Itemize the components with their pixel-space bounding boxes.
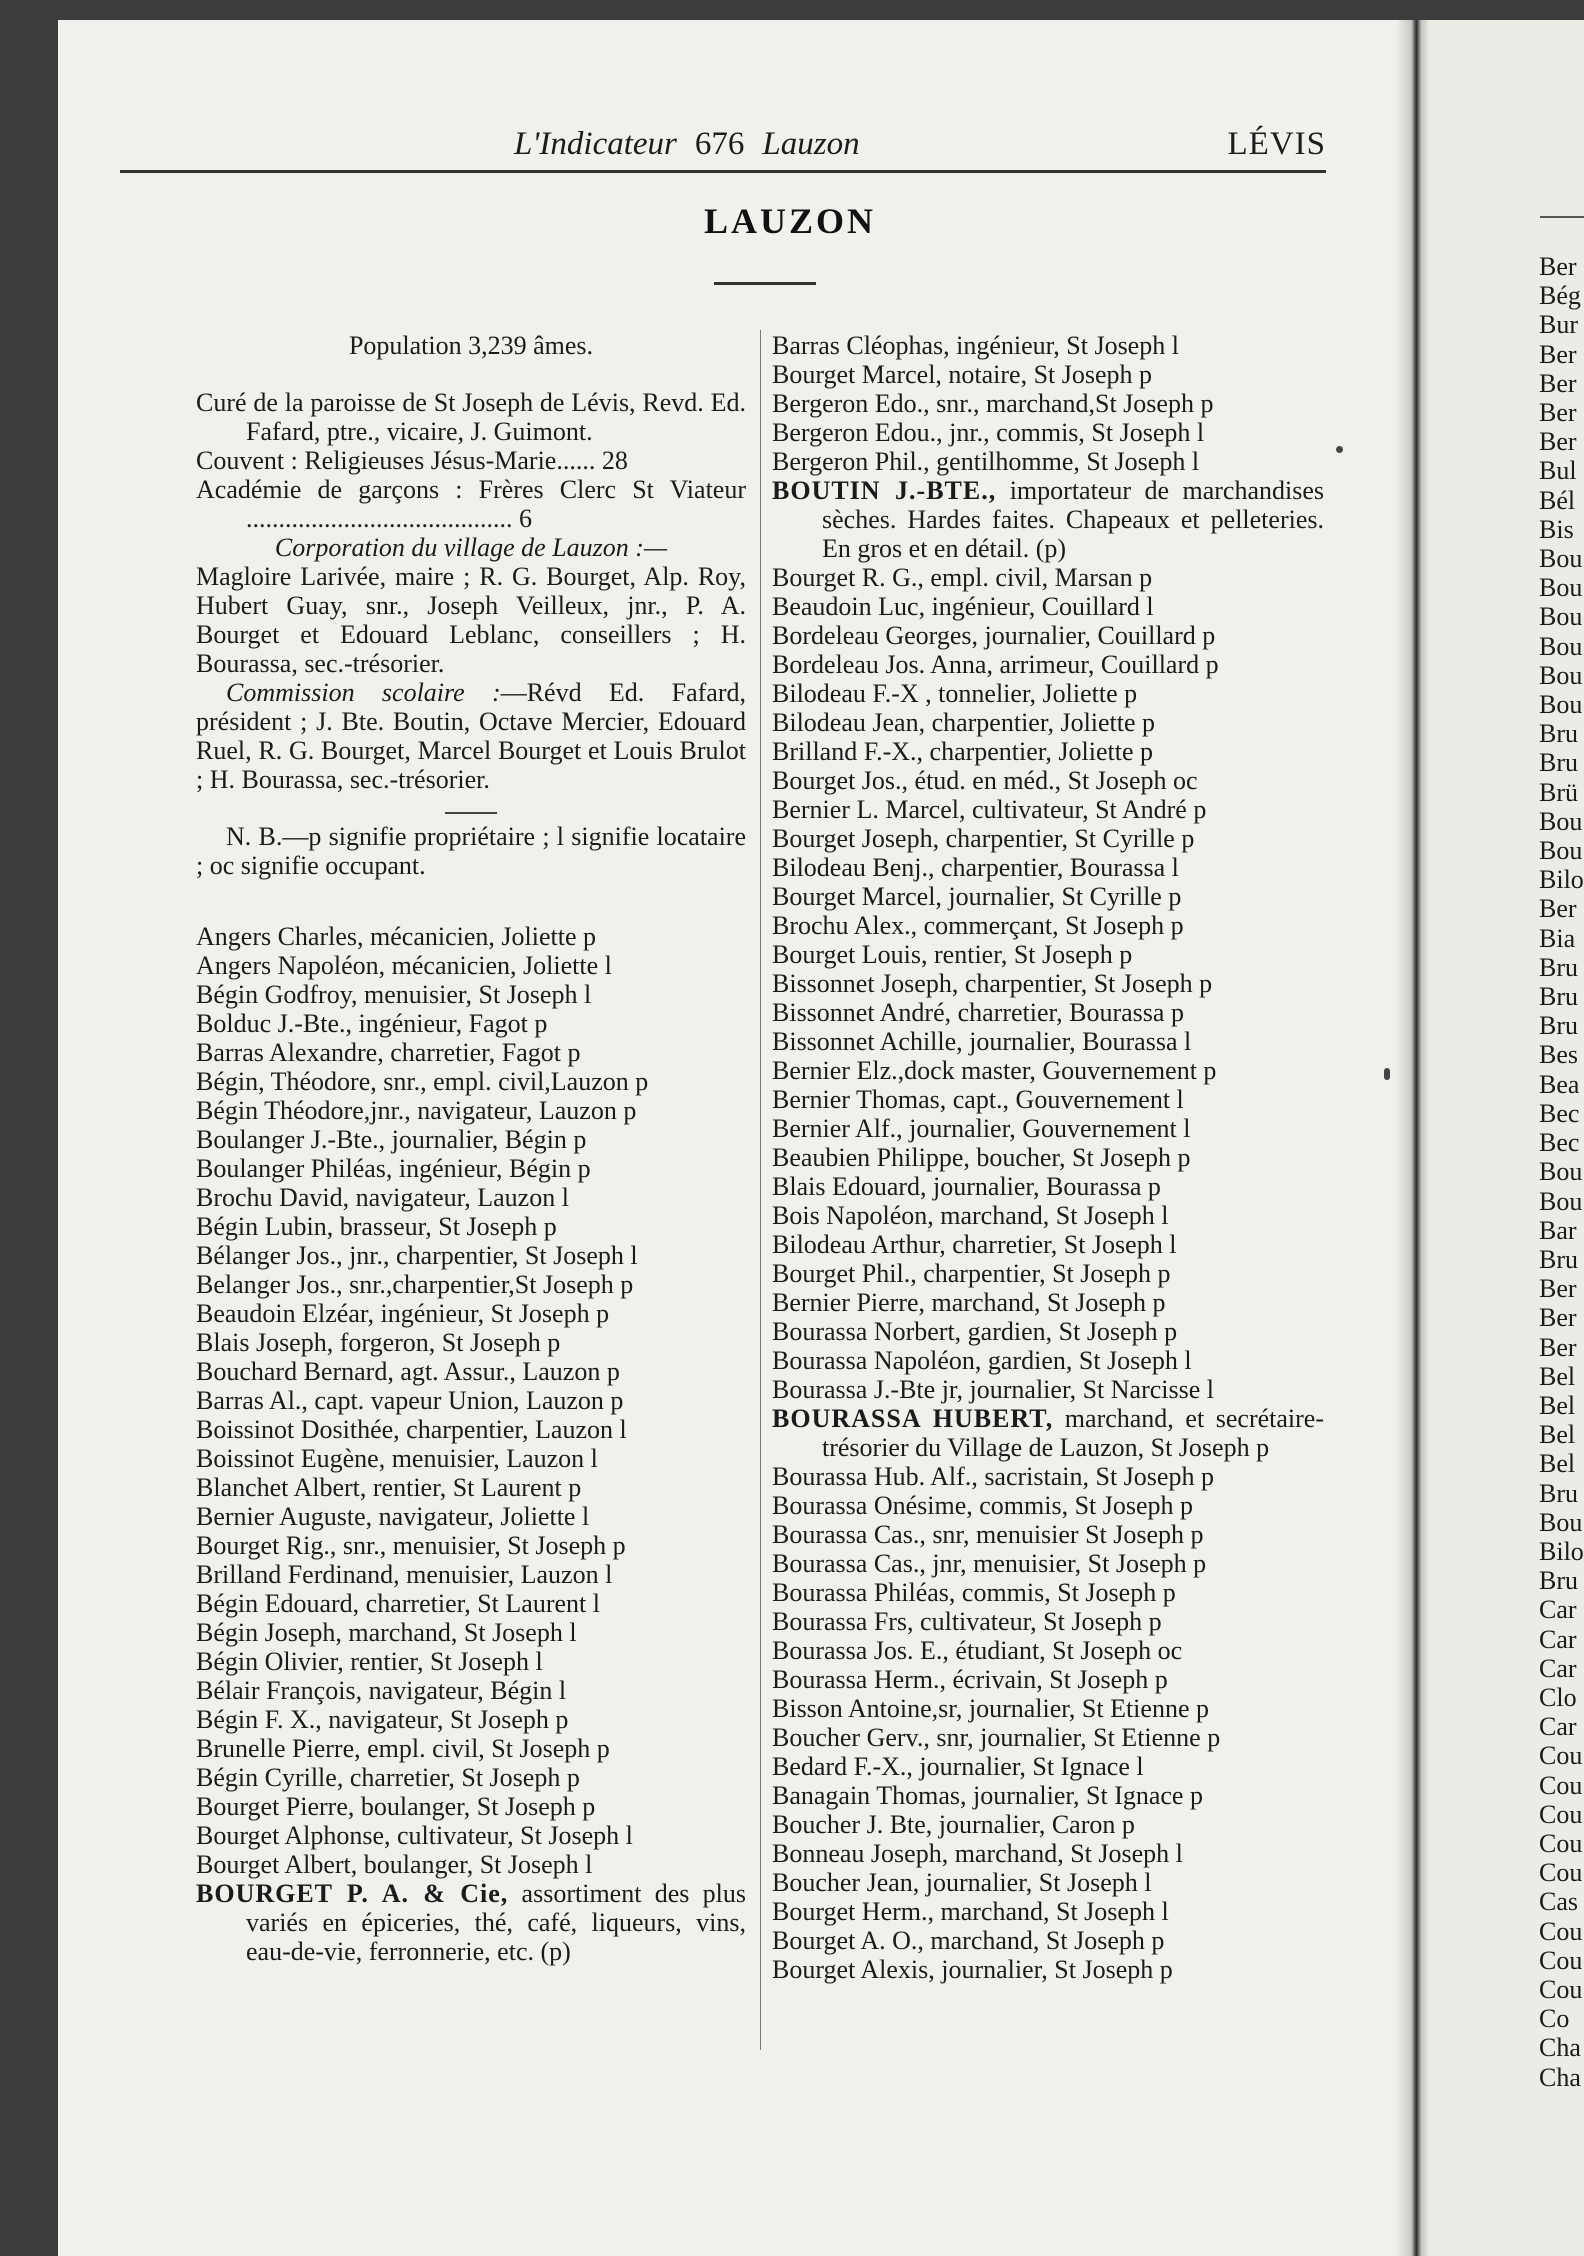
directory-entry: Bernier Auguste, navigateur, Joliette l [196, 1502, 590, 1531]
adjacent-entry-stub: Bec [1539, 1098, 1580, 1128]
directory-entry: Bégin Lubin, brasseur, St Joseph p [196, 1212, 557, 1241]
directory-entry: Bissonnet Achille, journalier, Bourassa l [772, 1027, 1192, 1056]
directory-entry: Beaubien Philippe, boucher, St Joseph p [772, 1143, 1191, 1172]
directory-entry: Brilland Ferdinand, menuisier, Lauzon l [196, 1560, 613, 1589]
directory-entry: Bourassa Napoléon, gardien, St Joseph l [772, 1346, 1192, 1375]
right-column [772, 331, 1324, 1984]
adjacent-entry-stub: Bru [1539, 748, 1578, 778]
adjacent-entry-stub: Cou [1539, 1858, 1583, 1888]
directory-entry: Boucher Jean, journalier, St Joseph l [772, 1868, 1152, 1897]
directory-entry: Bourget Marcel, notaire, St Joseph p [772, 360, 1153, 389]
adjacent-entry-stub: Car [1539, 1653, 1577, 1683]
cure-entry: Curé de la paroisse de St Joseph de Lévis, Revd. Ed. Fafard, ptre., vicaire, J. Guimont. [196, 388, 746, 446]
short-rule [445, 812, 497, 814]
adjacent-entry-stub: Bar [1539, 1215, 1577, 1245]
right-entry-list-a [772, 331, 1324, 476]
adjacent-entry-stub: Bur [1539, 310, 1578, 340]
adjacent-entry-stub: Bou [1539, 544, 1583, 574]
directory-entry: Beaudoin Luc, ingénieur, Couillard l [772, 592, 1154, 621]
directory-entry: Bissonnet Joseph, charpentier, St Joseph p [772, 969, 1213, 998]
adjacent-entry-stub: Cou [1539, 1916, 1583, 1946]
adjacent-entry-stub: Bou [1539, 1507, 1583, 1537]
adjacent-entry-stub: Bel [1539, 1361, 1576, 1391]
directory-entry: Angers Charles, mécanicien, Joliette p [196, 922, 596, 951]
directory-entry: Bégin F. X., navigateur, St Joseph p [196, 1705, 569, 1734]
directory-entry: Bourassa Herm., écrivain, St Joseph p [772, 1665, 1168, 1694]
adjacent-entry-stub: Ber [1539, 398, 1577, 428]
adjacent-entry-stub: Cou [1539, 1974, 1583, 2004]
directory-entry: Bernier L. Marcel, cultivateur, St André p [772, 795, 1207, 824]
adjacent-entry-stub: Ber [1539, 427, 1577, 457]
directory-entry: Bourget A. O., marchand, St Joseph p [772, 1926, 1165, 1955]
adjacent-rule [1540, 216, 1584, 218]
directory-entry: Bourget Albert, boulanger, St Joseph l [196, 1850, 593, 1879]
bourassa-name: BOURASSA HUBERT, [772, 1404, 1054, 1433]
running-title: LÉVIS [1227, 126, 1326, 162]
bourassa-desc: marchand, et secrétaire-trésorier du Village de Lauzon, St Joseph p [822, 1404, 1324, 1462]
adjacent-entry-stub: Ber [1539, 894, 1577, 924]
directory-entry: Bourget Rig., snr., menuisier, St Joseph p [196, 1531, 626, 1560]
directory-entry: Bouchard Bernard, agt. Assur., Lauzon p [196, 1357, 620, 1386]
ink-spot [1384, 1068, 1390, 1080]
right-entry-list-c [772, 1462, 1324, 1984]
adjacent-entry-stub: Bou [1539, 690, 1583, 720]
directory-entry: Bourget Alexis, journalier, St Joseph p [772, 1955, 1173, 1984]
directory-entry: Barras Alexandre, charretier, Fagot p [196, 1038, 581, 1067]
bourget-pa-desc: assortiment des plus variés en épiceries, thé, café, liqueurs, vins, eau-de-vie, ferronnerie, etc. (p) [246, 1879, 747, 1966]
directory-entry: Bégin Godfroy, menuisier, St Joseph l [196, 980, 592, 1009]
directory-entry: Bégin Edouard, charretier, St Laurent l [196, 1589, 600, 1618]
column-divider [760, 330, 761, 2050]
adjacent-entry-stub: Bru [1539, 1244, 1578, 1274]
adjacent-entry-stub: Bru [1539, 1566, 1578, 1596]
directory-entry: Bergeron Edou., jnr., commis, St Joseph l [772, 418, 1205, 447]
directory-entry: Brochu David, navigateur, Lauzon l [196, 1183, 569, 1212]
adjacent-entry-stub: Bou [1539, 1186, 1583, 1216]
directory-entry: Bourget Pierre, boulanger, St Joseph p [196, 1792, 596, 1821]
adjacent-entry-stub: Car [1539, 1712, 1577, 1742]
directory-entry: Boissinot Eugène, menuisier, Lauzon l [196, 1444, 598, 1473]
directory-entry: Bourassa Norbert, gardien, St Joseph p [772, 1317, 1178, 1346]
boutin-entry [772, 476, 1324, 563]
boutin-name: BOUTIN J.-BTE., [772, 476, 997, 505]
academie-entry: Académie de garçons : Frères Clerc St Viateur ......................................... 6 [196, 475, 746, 533]
directory-entry: Bourassa J.-Bte jr, journalier, St Narcisse l [772, 1375, 1214, 1404]
directory-entry: Bolduc J.-Bte., ingénieur, Fagot p [196, 1009, 548, 1038]
page-gutter [1396, 20, 1430, 2256]
adjacent-entry-stub: Cha [1539, 2062, 1581, 2092]
directory-entry: Bernier Alf., journalier, Gouvernement l [772, 1114, 1191, 1143]
adjacent-entry-stub: Bou [1539, 631, 1583, 661]
adjacent-entry-stub: Brü [1539, 777, 1578, 807]
adjacent-entry-stub: Bru [1539, 982, 1578, 1012]
left-entry-list [196, 922, 746, 1879]
directory-entry: Bégin Joseph, marchand, St Joseph l [196, 1618, 577, 1647]
adjacent-entry-stub: Bou [1539, 806, 1583, 836]
directory-entry: Bissonnet André, charretier, Bourassa p [772, 998, 1184, 1027]
directory-entry: Bonneau Joseph, marchand, St Joseph l [772, 1839, 1183, 1868]
directory-entry: Bourget Alphonse, cultivateur, St Joseph l [196, 1821, 633, 1850]
adjacent-entry-stub: Ber [1539, 1274, 1577, 1304]
directory-entry: Boulanger J.-Bte., journalier, Bégin p [196, 1125, 587, 1154]
directory-entry: Bernier Thomas, capt., Gouvernement l [772, 1085, 1184, 1114]
bourget-pa-entry [196, 1879, 746, 1966]
adjacent-entry-stub: Bel [1539, 1449, 1576, 1479]
adjacent-entry-stub: Clo [1539, 1682, 1577, 1712]
directory-entry: Boucher J. Bte, journalier, Caron p [772, 1810, 1135, 1839]
adjacent-entry-stub: Car [1539, 1624, 1577, 1654]
directory-entry: Bourassa Onésime, commis, St Joseph p [772, 1491, 1194, 1520]
directory-entry: Bergeron Phil., gentilhomme, St Joseph l [772, 447, 1200, 476]
population-line: Population 3,239 âmes. [348, 331, 594, 360]
directory-entry: Blais Joseph, forgeron, St Joseph p [196, 1328, 561, 1357]
adjacent-entry-stub: Bél [1539, 485, 1576, 515]
adjacent-entry-stub: Bou [1539, 573, 1583, 603]
adjacent-entry-stub: Ber [1539, 339, 1577, 369]
directory-entry: Bégin Olivier, rentier, St Joseph l [196, 1647, 543, 1676]
directory-entry: Blais Edouard, journalier, Bourassa p [772, 1172, 1161, 1201]
commission-heading: Commission scolaire : [226, 678, 501, 707]
adjacent-entry-stub: Cas [1539, 1887, 1578, 1917]
directory-entry: Blanchet Albert, rentier, St Laurent p [196, 1473, 582, 1502]
adjacent-entry-stub: Bia [1539, 923, 1576, 953]
directory-entry: Barras Al., capt. vapeur Union, Lauzon p [196, 1386, 624, 1415]
adjacent-entry-stub: Bel [1539, 1420, 1576, 1450]
adjacent-entry-stub: Car [1539, 1595, 1577, 1625]
directory-entry: Bordeleau Georges, journalier, Couillard p [772, 621, 1216, 650]
nb-note: N. B.—p signifie propriétaire ; l signifie locataire ; oc signifie occupant. [196, 822, 746, 880]
adjacent-entry-stub: Bru [1539, 1478, 1578, 1508]
commission-body: —Révd Ed. Fafard, président ; J. Bte. Boutin, Octave Mercier, Edouard Ruel, R. G. Bourget, Marcel Bourget et Louis Brulot ; H. Bourassa, sec.-trésorier. [196, 678, 746, 794]
adjacent-entry-stub: Bilo [1539, 865, 1584, 895]
directory-entry: Bourget Marcel, journalier, St Cyrille p [772, 882, 1182, 911]
directory-entry: Belanger Jos., snr.,charpentier,St Joseph p [196, 1270, 634, 1299]
directory-entry: Bourassa Cas., jnr, menuisier, St Joseph p [772, 1549, 1207, 1578]
adjacent-entry-stub: Ber [1539, 1332, 1577, 1362]
adjacent-entry-stub: Bes [1539, 1040, 1578, 1070]
directory-entry: Bélanger Jos., jnr., charpentier, St Joseph l [196, 1241, 638, 1270]
corporation-text: Magloire Larivée, maire ; R. G. Bourget, Alp. Roy, Hubert Guay, snr., Joseph Veilleux, jnr., P. A. Bourget et Edouard Leblanc, conseillers ; H. Bourassa, sec.-trésorier. [196, 562, 746, 678]
directory-entry: Bourassa Philéas, commis, St Joseph p [772, 1578, 1176, 1607]
adjacent-entry-stub: Bec [1539, 1128, 1580, 1158]
adjacent-entry-stub: Bru [1539, 952, 1578, 982]
adjacent-entry-stub: Cou [1539, 1770, 1583, 1800]
directory-entry: Bedard F.-X., journalier, St Ignace l [772, 1752, 1144, 1781]
directory-entry: Bilodeau F.-X , tonnelier, Joliette p [772, 679, 1138, 708]
directory-entry: Bergeron Edo., snr., marchand,St Joseph p [772, 389, 1214, 418]
header-rule [120, 170, 1326, 173]
directory-entry: Boissinot Dosithée, charpentier, Lauzon l [196, 1415, 627, 1444]
left-column [196, 331, 746, 1966]
directory-entry: Bisson Antoine,sr, journalier, St Etienne p [772, 1694, 1209, 1723]
directory-entry: Bois Napoléon, marchand, St Joseph l [772, 1201, 1169, 1230]
directory-entry: Bégin Cyrille, charretier, St Joseph p [196, 1763, 580, 1792]
directory-entry: Banagain Thomas, journalier, St Ignace p [772, 1781, 1203, 1810]
adjacent-entry-stub: Co [1539, 2004, 1570, 2034]
header-title: L'Indicateur [514, 126, 677, 162]
directory-entry: Bilodeau Arthur, charretier, St Joseph l [772, 1230, 1177, 1259]
page-number: 676 [694, 126, 745, 162]
adjacent-entry-stub: Ber [1539, 1303, 1577, 1333]
adjacent-page-stubs [1539, 252, 1584, 2092]
adjacent-entry-stub: Ber [1539, 252, 1577, 281]
directory-entry: Barras Cléophas, ingénieur, St Joseph l [772, 331, 1179, 360]
directory-entry: Brunelle Pierre, empl. civil, St Joseph p [196, 1734, 610, 1763]
directory-entry: Boucher Gerv., snr, journalier, St Etienne p [772, 1723, 1221, 1752]
directory-entry: Bourget Jos., étud. en méd., St Joseph oc [772, 766, 1198, 795]
directory-entry: Bourget Louis, rentier, St Joseph p [772, 940, 1133, 969]
directory-entry: Beaudoin Elzéar, ingénieur, St Joseph p [196, 1299, 610, 1328]
directory-entry: Bourassa Frs, cultivateur, St Joseph p [772, 1607, 1162, 1636]
header-section: Lauzon [762, 126, 860, 162]
directory-entry: Bourassa Jos. E., étudiant, St Joseph oc [772, 1636, 1183, 1665]
directory-entry: Bégin Théodore,jnr., navigateur, Lauzon p [196, 1096, 637, 1125]
bourget-pa-name: BOURGET P. A. & Cie, [196, 1879, 509, 1908]
directory-entry: Boulanger Philéas, ingénieur, Bégin p [196, 1154, 591, 1183]
directory-entry: Bourget Joseph, charpentier, St Cyrille p [772, 824, 1195, 853]
corporation-heading: Corporation du village de Lauzon :— [274, 533, 668, 562]
adjacent-entry-stub: Bel [1539, 1390, 1576, 1420]
running-header [134, 118, 1326, 166]
adjacent-entry-stub: Ber [1539, 368, 1577, 398]
directory-entry: Bernier Pierre, marchand, St Joseph p [772, 1288, 1166, 1317]
commission-text [196, 678, 746, 794]
directory-entry: Bégin, Théodore, snr., empl. civil,Lauzon p [196, 1067, 649, 1096]
adjacent-entry-stub: Bég [1539, 281, 1581, 311]
couvent-entry: Couvent : Religieuses Jésus-Marie...... 28 [196, 446, 628, 475]
directory-entry: Bélair François, navigateur, Bégin l [196, 1676, 567, 1705]
adjacent-entry-stub: Bilo [1539, 1536, 1584, 1566]
directory-entry: Angers Napoléon, mécanicien, Joliette l [196, 951, 612, 980]
adjacent-entry-stub: Bul [1539, 456, 1577, 486]
adjacent-entry-stub: Bou [1539, 602, 1583, 632]
directory-entry: Bilodeau Benj., charpentier, Bourassa l [772, 853, 1179, 882]
directory-entry: Bernier Elz.,dock master, Gouvernement p [772, 1056, 1217, 1085]
adjacent-entry-stub: Bou [1539, 1157, 1583, 1187]
adjacent-entry-stub: Cha [1539, 2033, 1581, 2063]
adjacent-entry-stub: Bru [1539, 1011, 1578, 1041]
directory-entry: Bourget Herm., marchand, St Joseph l [772, 1897, 1169, 1926]
adjacent-entry-stub: Bou [1539, 660, 1583, 690]
adjacent-entry-stub: Cou [1539, 1741, 1583, 1771]
directory-entry: Bourassa Cas., snr, menuisier St Joseph p [772, 1520, 1204, 1549]
ink-spot [1336, 446, 1343, 453]
directory-entry: Bourassa Hub. Alf., sacristain, St Joseph p [772, 1462, 1214, 1491]
directory-entry: Bourget R. G., empl. civil, Marsan p [772, 563, 1153, 592]
directory-entry: Bourget Phil., charpentier, St Joseph p [772, 1259, 1171, 1288]
bourassa-entry [772, 1404, 1324, 1462]
section-title: LAUZON [703, 201, 877, 241]
adjacent-entry-stub: Cou [1539, 1799, 1583, 1829]
boutin-desc: importateur de marchandises sèches. Hardes faites. Chapeaux et pelleteries. En gros et en détail. (p) [822, 476, 1324, 563]
adjacent-entry-stub: Bou [1539, 836, 1583, 866]
right-entry-list-b [772, 563, 1324, 1404]
directory-entry: Brochu Alex., commerçant, St Joseph p [772, 911, 1184, 940]
adjacent-entry-stub: Bis [1539, 514, 1574, 544]
adjacent-entry-stub: Bea [1539, 1069, 1580, 1099]
header-left [514, 126, 860, 163]
title-rule [714, 282, 816, 285]
directory-entry: Brilland F.-X., charpentier, Joliette p [772, 737, 1153, 766]
adjacent-entry-stub: Cou [1539, 1828, 1583, 1858]
directory-entry: Bilodeau Jean, charpentier, Joliette p [772, 708, 1156, 737]
directory-entry: Bordeleau Jos. Anna, arrimeur, Couillard p [772, 650, 1219, 679]
adjacent-entry-stub: Cou [1539, 1945, 1583, 1975]
adjacent-entry-stub: Bru [1539, 719, 1578, 749]
